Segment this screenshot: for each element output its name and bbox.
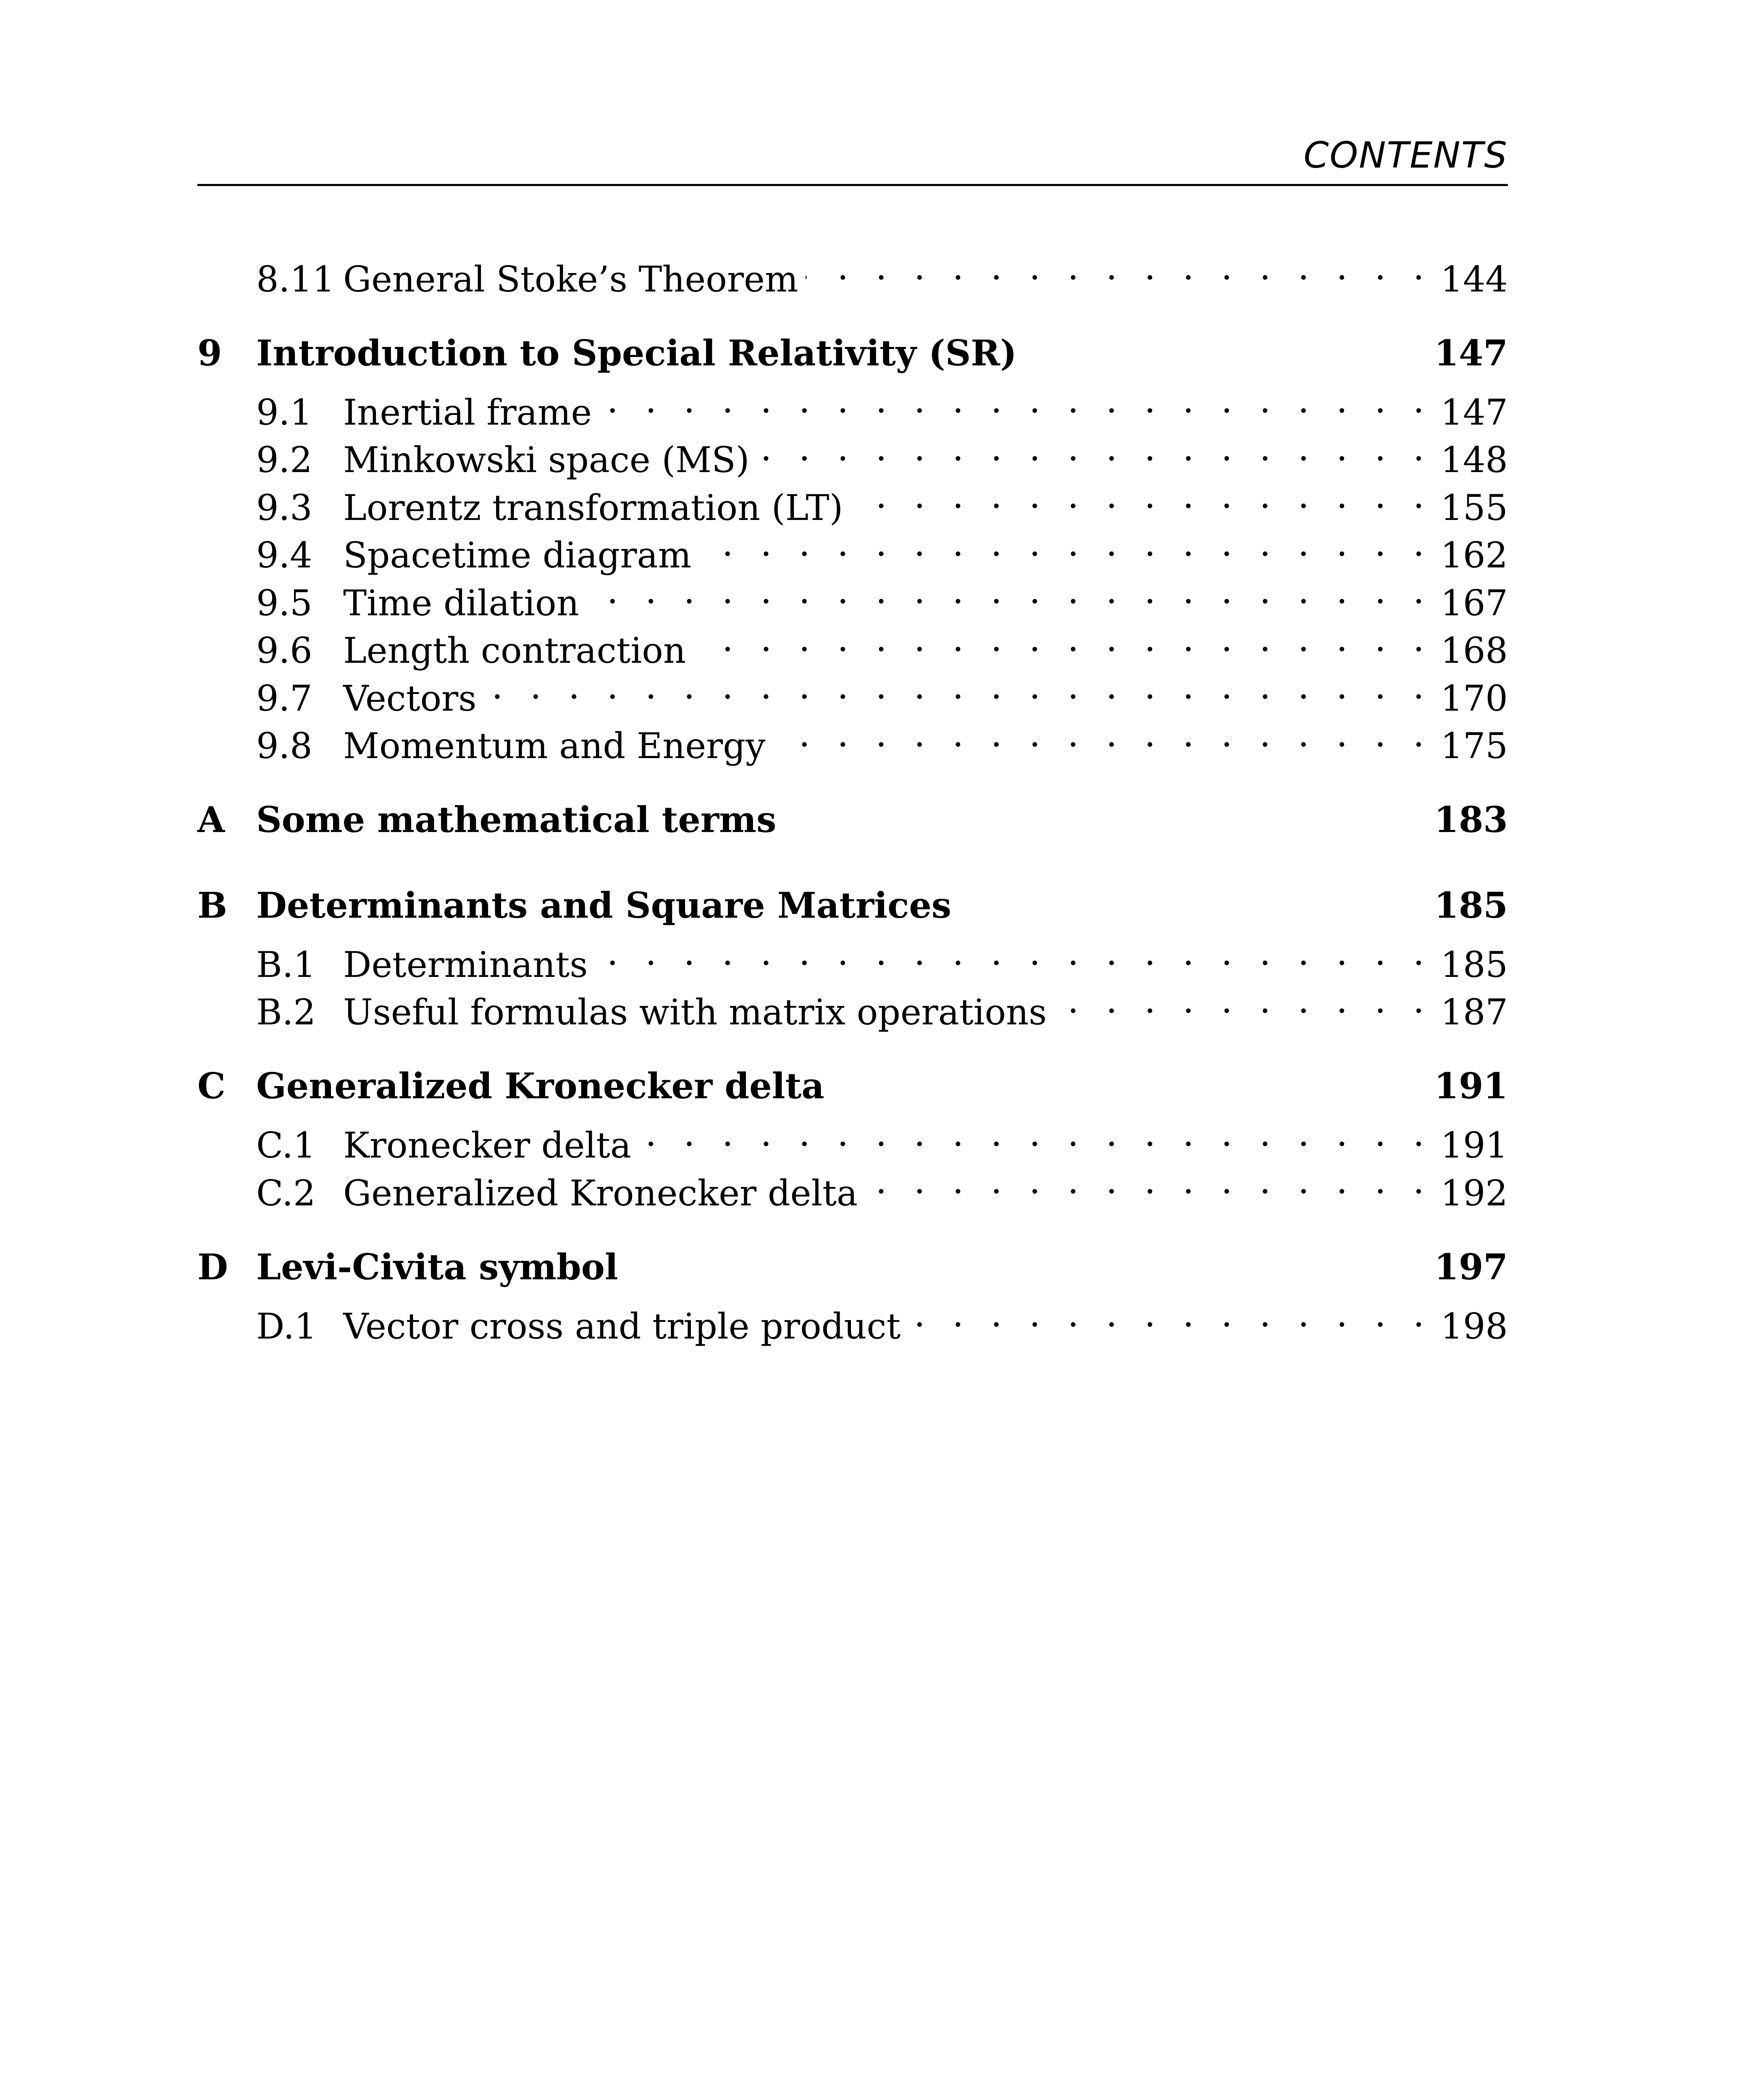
toc-entry-page: 192 [1432,1170,1508,1218]
dot-leader [587,567,1432,615]
toc-entry-number: 9.8 [256,725,312,766]
toc-entry-section[interactable] [197,244,1508,300]
dot-leader [1054,977,1432,1025]
toc-entry-page: 175 [1432,722,1508,770]
toc-entry-page: 197 [1432,1243,1508,1291]
toc-entry-title: Time dilation [343,580,587,627]
toc-entry-page: 147 [1432,329,1508,377]
toc-entry-page: 167 [1432,580,1508,627]
toc-entry-number: 9 [197,332,222,374]
toc-entry-section[interactable] [197,1110,1508,1166]
toc-entry-number: B.1 [256,944,316,985]
dot-leader [599,377,1432,425]
toc-entry-page: 168 [1432,627,1508,675]
toc-entry-title: Generalized Kronecker delta [343,1170,865,1218]
toc-entry-chapter[interactable] [197,1062,1508,1110]
toc-entry-title: Spacetime diagram [343,532,699,580]
toc-entry-title: General Stoke’s Theorem [343,256,806,304]
toc-entry-page: 144 [1432,256,1508,304]
toc-entry-number: C.2 [256,1172,316,1214]
toc-entry-title: Levi-Civita symbol [256,1243,1432,1291]
toc-entry-title: Vector cross and triple product [343,1303,908,1351]
toc-entry-chapter[interactable] [197,796,1508,844]
toc-entry-title: Length contraction [343,627,693,675]
toc-entry-number: D [197,1246,228,1288]
toc-entry-page: 155 [1432,484,1508,532]
toc-entry-chapter[interactable] [197,329,1508,377]
toc-entry-title: Introduction to Special Relativity (SR) [256,329,1432,377]
toc-entry-number: 9.7 [256,677,312,719]
toc-entry-number: D.1 [256,1305,317,1347]
toc-entry-section[interactable] [197,929,1508,985]
toc-entry-number: 9.3 [256,487,312,528]
toc-entry-page: 198 [1432,1303,1508,1351]
toc-entry-title: Useful formulas with matrix operations [343,989,1054,1037]
dot-leader [806,244,1432,291]
toc-entry-title: Determinants and Square Matrices [256,882,1432,929]
toc-entry-page: 185 [1432,941,1508,989]
toc-entry-page: 183 [1432,796,1508,844]
toc-entry-title: Kronecker delta [343,1122,639,1170]
dot-leader [693,615,1432,663]
toc-entry-title: Generalized Kronecker delta [256,1062,1432,1110]
toc-entry-page: 170 [1432,675,1508,723]
toc-entry-chapter[interactable] [197,1243,1508,1291]
dot-leader [773,711,1432,759]
toc-entry-number: 8.11 [256,258,335,300]
header-rule [197,184,1508,186]
toc-entry-number: C [197,1065,226,1107]
toc-entry-number: 9.4 [256,535,312,576]
toc-entry-page: 191 [1432,1062,1508,1110]
toc-entry-number: 9.1 [256,391,312,433]
toc-entry-title: Lorentz transformation (LT) [343,484,851,532]
toc-entry-title: Inertial frame [343,389,599,437]
toc-entry-title: Some mathematical terms [256,796,1432,844]
dot-leader [851,472,1432,520]
toc-entry-chapter[interactable] [197,882,1508,929]
toc-entry-page: 147 [1432,389,1508,437]
toc-entry-number: 9.5 [256,582,312,624]
toc-entry-title: Momentum and Energy [343,722,773,770]
toc-entry-number: 9.2 [256,439,312,480]
toc-entry-title: Determinants [343,941,595,989]
table-of-contents [197,244,1508,1347]
toc-entry-section[interactable] [197,1291,1508,1347]
toc-entry-section[interactable] [197,377,1508,433]
dot-leader [865,1158,1432,1205]
toc-entry-page: 187 [1432,989,1508,1037]
toc-entry-number: B.2 [256,992,316,1033]
toc-entry-number: A [197,799,225,840]
dot-leader [595,929,1432,977]
toc-entry-title: Vectors [343,675,484,723]
toc-entry-page: 148 [1432,436,1508,484]
toc-entry-number: B [197,884,227,926]
running-header: CONTENTS [1303,134,1508,176]
toc-entry-number: C.1 [256,1125,316,1166]
dot-leader [639,1110,1432,1158]
toc-entry-title: Minkowski space (MS) [343,436,757,484]
dot-leader [908,1291,1432,1339]
dot-leader [757,425,1432,472]
toc-entry-page: 162 [1432,532,1508,580]
toc-entry-number: 9.6 [256,630,312,671]
toc-entry-page: 191 [1432,1122,1508,1170]
document-page [197,0,1508,2100]
toc-entry-page: 185 [1432,882,1508,929]
